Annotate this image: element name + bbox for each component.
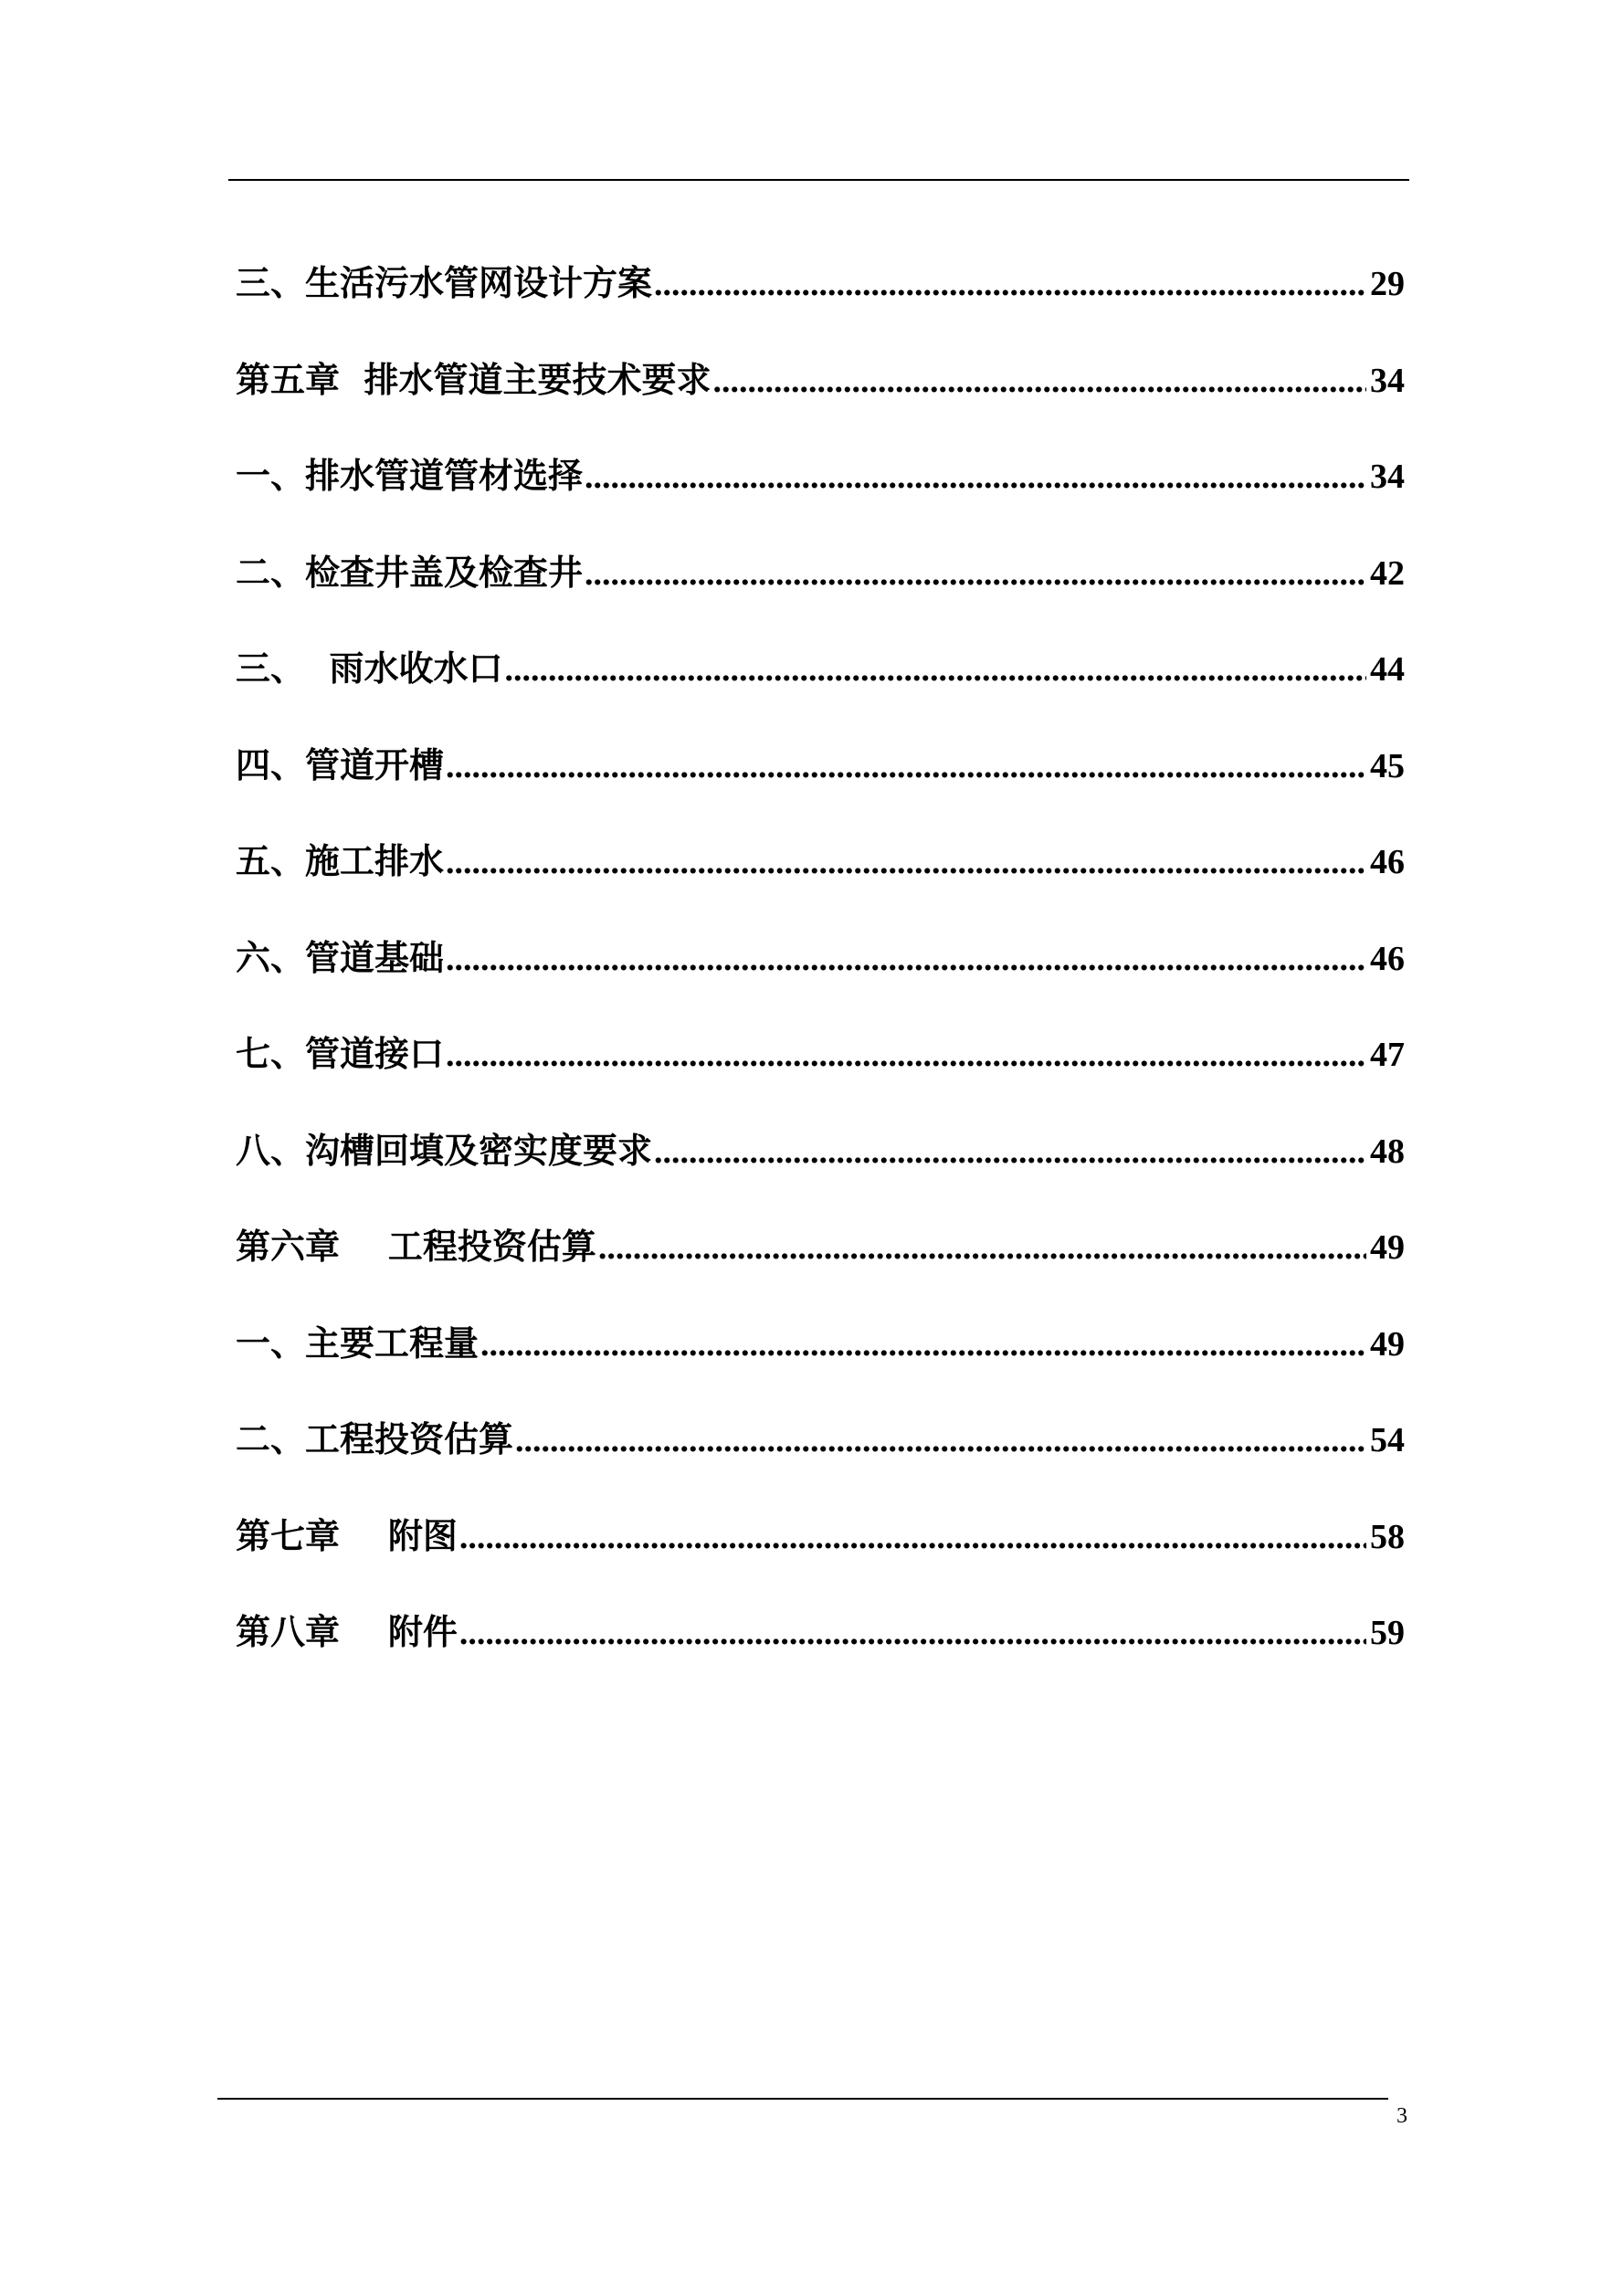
toc-dot-leader bbox=[598, 1216, 1366, 1279]
toc-entry-title: 一、主要工程量 bbox=[236, 1322, 480, 1364]
toc-entry-page: 46 bbox=[1370, 939, 1405, 978]
toc-dot-leader bbox=[585, 542, 1366, 605]
toc-entry[interactable] bbox=[236, 349, 1405, 446]
toc-entry[interactable] bbox=[236, 734, 1405, 831]
toc-entry[interactable] bbox=[236, 1505, 1405, 1602]
toc-entry-page: 49 bbox=[1370, 1324, 1405, 1364]
toc-dot-leader bbox=[446, 928, 1366, 990]
toc-dot-leader bbox=[446, 735, 1366, 797]
toc-entry-title: 五、施工排水 bbox=[236, 840, 445, 881]
toc-entry-page: 42 bbox=[1370, 553, 1405, 593]
toc-entry[interactable] bbox=[236, 927, 1405, 1024]
toc-entry-page: 49 bbox=[1370, 1228, 1405, 1267]
toc-dot-leader bbox=[459, 1506, 1366, 1568]
toc-entry-title: 一、排水管道管材选择 bbox=[236, 455, 584, 496]
page-number: 3 bbox=[1396, 2104, 1407, 2128]
toc-entry-title: 三、生活污水管网设计方案 bbox=[236, 262, 653, 303]
toc-entry-page: 54 bbox=[1370, 1421, 1405, 1459]
toc-entry[interactable] bbox=[236, 1312, 1405, 1409]
toc-dot-leader bbox=[446, 831, 1366, 893]
toc-entry[interactable] bbox=[236, 1120, 1405, 1216]
toc-dot-leader bbox=[515, 1409, 1366, 1471]
toc-entry[interactable] bbox=[236, 252, 1405, 349]
toc-dot-leader bbox=[446, 1024, 1366, 1086]
toc-entry-title: 第五章 排水管道主要技术要求 bbox=[236, 358, 711, 400]
toc-dot-leader bbox=[712, 350, 1366, 412]
toc-entry[interactable] bbox=[236, 1408, 1405, 1505]
toc-entry[interactable] bbox=[236, 830, 1405, 927]
toc-entry-page: 48 bbox=[1370, 1132, 1405, 1171]
toc-entry-title: 第八章 附件 bbox=[236, 1611, 458, 1652]
toc-entry-page: 58 bbox=[1370, 1517, 1405, 1556]
toc-entry[interactable] bbox=[236, 637, 1405, 734]
toc-entry-page: 34 bbox=[1370, 361, 1405, 400]
toc-entry-page: 59 bbox=[1370, 1614, 1405, 1652]
toc-entry-title: 二、工程投资估算 bbox=[236, 1418, 514, 1459]
toc-entry-title: 六、管道基础 bbox=[236, 936, 445, 978]
toc-dot-leader bbox=[459, 1602, 1366, 1664]
toc-dot-leader bbox=[585, 446, 1366, 508]
toc-entry-page: 45 bbox=[1370, 746, 1405, 785]
toc-dot-leader bbox=[504, 638, 1366, 700]
table-of-contents bbox=[236, 252, 1405, 1698]
toc-entry-title: 四、管道开槽 bbox=[236, 743, 445, 785]
toc-entry-page: 29 bbox=[1370, 265, 1405, 303]
toc-entry-title: 八、沟槽回填及密实度要求 bbox=[236, 1129, 653, 1171]
toc-entry[interactable] bbox=[236, 542, 1405, 638]
toc-entry[interactable] bbox=[236, 1023, 1405, 1120]
toc-entry-page: 47 bbox=[1370, 1036, 1405, 1074]
toc-entry-title: 七、管道接口 bbox=[236, 1033, 445, 1074]
toc-entry-title: 第六章 工程投资估算 bbox=[236, 1226, 596, 1267]
toc-entry-title: 二、检查井盖及检查井 bbox=[236, 551, 584, 593]
toc-entry-title: 第七章 附图 bbox=[236, 1514, 458, 1556]
header-rule bbox=[228, 179, 1409, 181]
toc-entry-title: 三、 雨水收水口 bbox=[236, 648, 503, 689]
toc-entry-page: 34 bbox=[1370, 458, 1405, 496]
toc-entry[interactable] bbox=[236, 1601, 1405, 1698]
toc-entry-page: 46 bbox=[1370, 843, 1405, 881]
toc-dot-leader bbox=[654, 1121, 1366, 1183]
toc-dot-leader bbox=[654, 253, 1366, 315]
toc-entry[interactable] bbox=[236, 445, 1405, 542]
toc-entry-page: 44 bbox=[1370, 650, 1405, 689]
footer-rule bbox=[217, 2098, 1388, 2100]
toc-entry[interactable] bbox=[236, 1216, 1405, 1312]
toc-dot-leader bbox=[480, 1313, 1366, 1375]
